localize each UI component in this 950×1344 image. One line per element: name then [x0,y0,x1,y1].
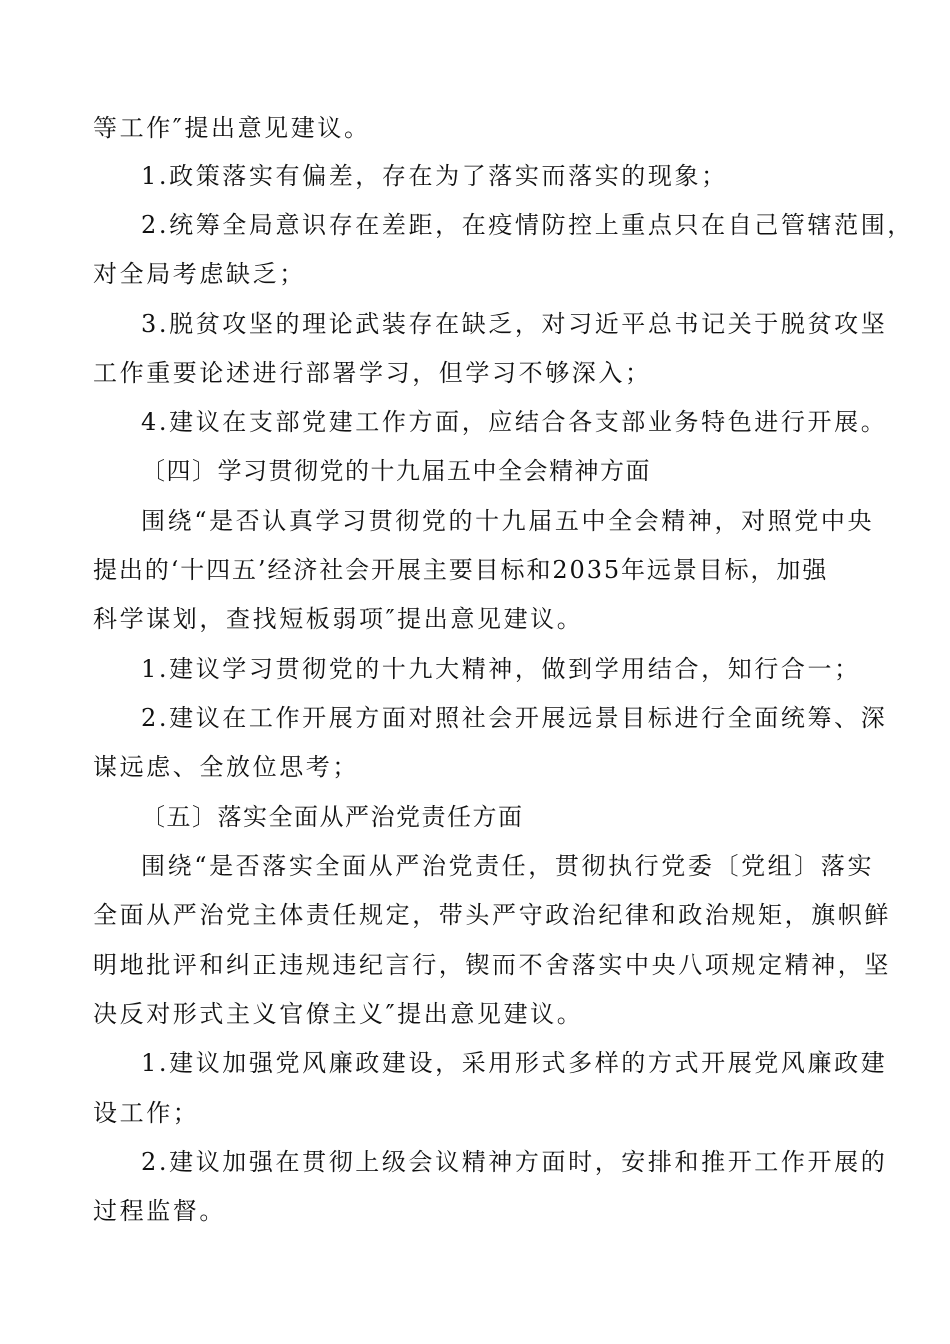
list-item: 2.建议加强在贯彻上级会议精神方面时，安排和推开工作开展的 [141,1148,888,1176]
list-item: 4.建议在支部党建工作方面，应结合各支部业务特色进行开展。 [141,408,888,436]
list-item: 2.统筹全局意识存在差距，在疫情防控上重点只在自己管辖范围， [141,211,914,239]
paragraph-line: 全面从严治党主体责任规定，带头严守政治纪律和政治规矩，旗帜鲜 [93,901,891,929]
list-item: 1.建议学习贯彻党的十九大精神，做到学用结合，知行合一； [141,655,861,683]
section-heading: 〔四〕学习贯彻党的十九届五中全会精神方面 [141,457,651,485]
paragraph-line: 谋远虑、全放位思考； [93,753,359,781]
paragraph-line: 围绕“是否认真学习贯彻党的十九届五中全会精神，对照党中央 [141,507,875,535]
paragraph-line: 过程监督。 [93,1197,226,1225]
paragraph-line: 围绕“是否落实全面从严治党责任，贯彻执行党委〔党组〕落实 [141,852,875,880]
paragraph-line: 对全局考虑缺乏； [93,260,306,288]
paragraph-line: 提出的‘十四五’经济社会开展主要目标和2035年远景目标，加强 [93,556,829,584]
list-item: 2.建议在工作开展方面对照社会开展远景目标进行全面统筹、深 [141,704,888,732]
list-item: 1.政策落实有偏差，存在为了落实而落实的现象； [141,162,728,190]
paragraph-line: 工作重要论述进行部署学习，但学习不够深入； [93,359,652,387]
list-item: 1.建议加强党风廉政建设，采用形式多样的方式开展党风廉政建 [141,1049,888,1077]
paragraph-line: 设工作； [93,1099,200,1127]
paragraph-line: 明地批评和纠正违规违纪言行，锲而不舍落实中央八项规定精神，坚 [93,951,891,979]
paragraph-line: 等工作″提出意见建议。 [93,114,371,142]
paragraph-line: 决反对形式主义官僚主义″提出意见建议。 [93,1000,584,1028]
section-heading: 〔五〕落实全面从严治党责任方面 [141,803,524,831]
list-item: 3.脱贫攻坚的理论武装存在缺乏，对习近平总书记关于脱贫攻坚 [141,310,888,338]
paragraph-line: 科学谋划，查找短板弱项″提出意见建议。 [93,605,584,633]
